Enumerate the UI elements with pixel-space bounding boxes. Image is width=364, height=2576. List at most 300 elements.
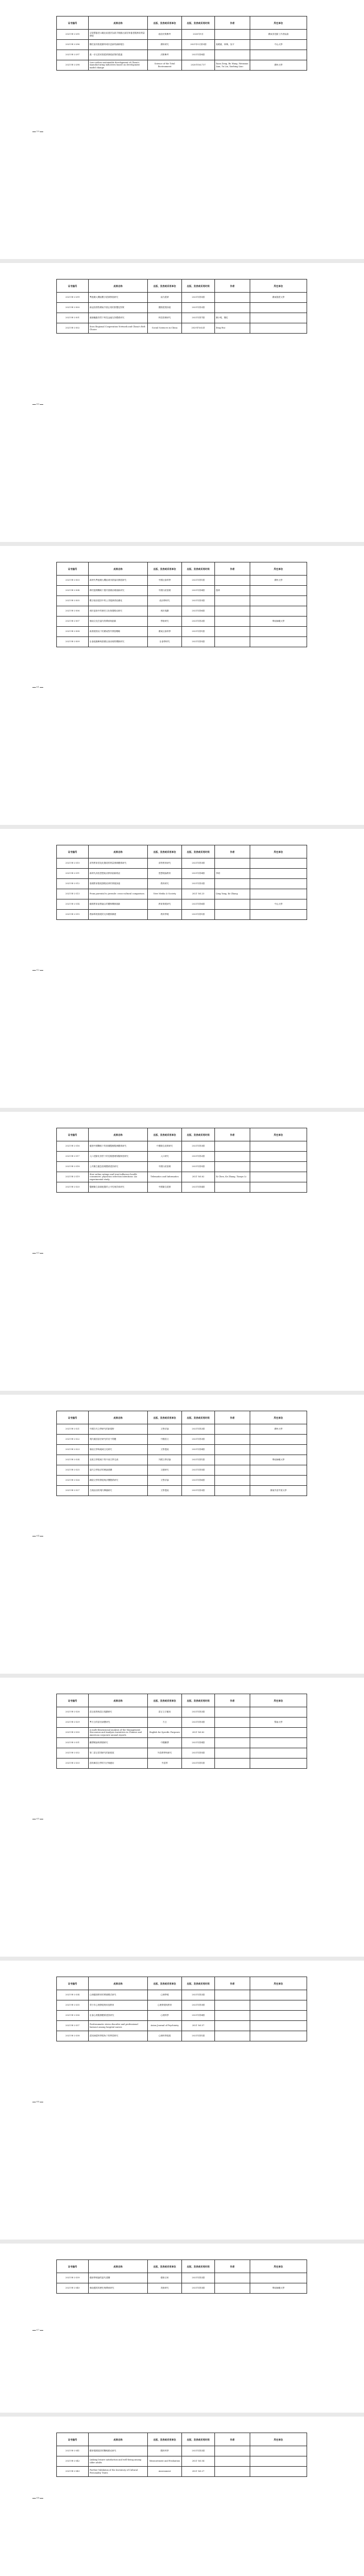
cell-title: 進一步完善民營經濟發展政策的建議 [89,50,148,60]
cell-author: 張偉 [215,586,250,596]
table-row [57,889,307,899]
page-number [32,1817,44,1820]
cell-date: 2021年第5期 [182,293,215,303]
cell-cert-id: 2021-B-2-338 [57,2031,89,2041]
cell-date: 2021年第4期 [182,1738,215,1748]
cell-date: 2021年第1期 [182,627,215,637]
cell-author [215,303,250,313]
cell-unit [250,303,307,313]
column-header-unit: 所在单位 [250,2260,307,2273]
column-header-author: 作者 [215,1128,250,1141]
table-header-row [57,1128,307,1141]
cell-date: 2021年第1期 [182,1759,215,1769]
cell-date: 2021年第5期 [182,637,215,647]
cell-author [215,1486,250,1496]
cell-cert-id: 2021-B-2-311 [57,869,89,879]
cell-publisher: 教育研究 [148,879,182,889]
cell-cert-id: 2021-B-2-309 [57,637,89,647]
cell-publisher: 教育學報 [148,910,182,920]
table-row [57,1445,307,1455]
column-header-date: 出版、发表或采用时间 [182,1977,215,1990]
table-row [57,586,307,596]
column-header-cert-id: 证书编号 [57,845,89,858]
cell-unit: 廣東財經大學 [250,293,307,303]
cell-publisher: 中國行政管理 [148,1162,182,1172]
cell-cert-id: 2021-B-2-299 [57,293,89,303]
cell-title: 社會組織參與基層社會治理的機制研究 [89,637,148,647]
cell-author [215,2283,250,2294]
table-row [57,1182,307,1193]
cell-publisher: Social Sciences in China [148,323,182,334]
cell-publisher: 美術研究 [148,2283,182,2294]
cell-cert-id: 2021-B-2-333 [57,1759,89,1769]
column-header-author: 作者 [215,2260,250,2273]
cell-publisher: English for Specific Purposes [148,1728,182,1738]
page-number-dash [40,404,43,405]
table-row [57,2011,307,2021]
cell-date: 2021年第2期 [182,1990,215,2000]
page-number [32,130,44,133]
cell-author: Xuan Zeng, Bo Wang, Wenxuan Lian, Yu Liu, Xuebing Liao [215,60,250,71]
column-header-date: 出版、发表或采用时间 [182,1694,215,1707]
table-row [57,293,307,303]
cell-cert-id: 2021-B-2-340 [57,2283,89,2294]
cell-title: 青少年心理發展與家庭教育 [89,2000,148,2011]
table-row [57,637,307,647]
cell-date: 2021年第3期 [182,596,215,606]
page-number-value: 63 [36,1251,40,1254]
table-row [57,2000,307,2011]
award-table [56,562,307,647]
cell-publisher: 國際經貿探索 [148,303,182,313]
cell-cert-id: 2021-B-2-305 [57,596,89,606]
cell-cert-id: 2021-B-2-330 [57,1728,89,1738]
column-header-unit: 所在单位 [250,1977,307,1990]
cell-author [215,910,250,920]
table-row [57,50,307,60]
cell-title: 基礎教育階段課程改革的實踐探索 [89,879,148,889]
cell-date: 2021年第7期 [182,313,215,323]
cell-author [215,576,250,586]
cell-date: 2021年第4期 [182,586,215,596]
cell-title: Further Validation of the Inventory of Cultural Personality Traits [89,2467,148,2477]
cell-date: 2021年第3期 [182,2000,215,2011]
column-header-publisher: 出版、发表或采用单位 [148,2260,182,2273]
table-row [57,313,307,323]
cell-date: 2021年第3期 [182,1435,215,1445]
column-header-cert-id: 证书编号 [57,1694,89,1707]
cell-unit [250,1707,307,1718]
page-number-dash [32,1253,36,1254]
table-row [57,858,307,869]
document-page [0,2244,364,2413]
cell-date: 2021 Vol.23 [182,889,215,899]
cell-publisher: 思想理論教育 [148,869,182,879]
column-header-title: 成果名称 [89,17,148,30]
page-number-dash [40,687,43,688]
cell-title: 健康中國戰略下的基層醫療服務體系研究 [89,1141,148,1152]
cell-unit: 中山大學 [250,40,307,50]
table-row [57,1990,307,2000]
document-page [0,1395,364,1674]
cell-publisher: 廣東社會科學 [148,627,182,637]
table-row [57,1465,307,1476]
cell-author [215,637,250,647]
cell-publisher: 文學遺產 [148,1486,182,1496]
cell-title: Does Regional Cooperation Network and China's Belt Choice [89,323,148,334]
cell-cert-id: 2021-B-2-300 [57,303,89,313]
cell-cert-id: 2021-B-2-329 [57,1718,89,1728]
cell-cert-id: 2021-B-2-332 [57,1748,89,1759]
cell-cert-id: 2021-B-2-297 [57,50,89,60]
cell-date: 2021年第2期 [182,1152,215,1162]
cell-title: 職業教育產教融合的體制機制創新 [89,899,148,910]
table-row [57,2021,307,2031]
column-header-title: 成果名称 [89,562,148,576]
page-number [32,1534,44,1537]
cell-author: Ding Hui [215,323,250,334]
award-table [56,2433,307,2477]
cell-date: 2021年第2期 [182,879,215,889]
table-row [57,1759,307,1769]
cell-unit [250,1759,307,1769]
cell-unit [250,627,307,637]
cell-publisher: 文藝研究 [148,1465,182,1476]
column-header-publisher: 出版、发表或采用单位 [148,2433,182,2446]
cell-date: 2021年第4期 [182,1445,215,1455]
cell-cert-id: 2021-B-2-306 [57,606,89,617]
column-header-publisher: 出版、发表或采用单位 [148,1694,182,1707]
table-row [57,627,307,637]
cell-date: 2020年Vol.737 [182,60,215,71]
cell-date: 2021年第1期 [182,2031,215,2041]
cell-title: 城市更新中的歷史文化保護路徑研究 [89,606,148,617]
cell-date: 2021年第6期 [182,606,215,617]
cell-unit [250,2000,307,2011]
award-table [56,279,307,334]
table-header-row [57,1977,307,1990]
cell-publisher: Science of the Total Environment [148,60,182,71]
cell-author [215,1152,250,1162]
cell-unit [250,50,307,60]
table-row [57,1435,307,1445]
cell-title: A multi-dimensional analysis of the Management Discussion and Analysis narratives in Chinese and American corporate annual reports [89,1728,148,1738]
column-header-title: 成果名称 [89,1128,148,1141]
cell-title: 高等教育普及化階段的質量保障體系研究 [89,858,148,869]
cell-unit [250,1728,307,1738]
cell-unit [250,1990,307,2000]
cell-unit [250,2446,307,2456]
column-header-title: 成果名称 [89,2433,148,2446]
table-header-row [57,562,307,576]
cell-author [215,1707,250,1718]
page-number-dash [40,2498,43,2499]
page-number [32,402,44,405]
page-number-value: 65 [36,1817,40,1820]
column-header-date: 出版、发表或采用时间 [182,2433,215,2446]
page-number-dash [32,404,36,405]
page-number-value: 62 [36,968,40,971]
table-row [57,303,307,313]
cell-unit: 廣州大學 [250,60,307,71]
cell-publisher: Assessment [148,2467,182,2477]
cell-publisher: 中國行政管理 [148,586,182,596]
cell-unit [250,1476,307,1486]
cell-publisher: 心理科學進展 [148,2031,182,2041]
cell-title: 鄉村振興戰略下農村基層治理創新研究 [89,586,148,596]
cell-author [215,293,250,303]
cell-author [215,1424,250,1435]
award-table [56,2259,307,2294]
cell-cert-id: 2021-B-2-319 [57,1172,89,1182]
cell-publisher: 心理發展與教育 [148,2000,182,2011]
table-row [57,1455,307,1465]
cell-date: 2021年第3期 [182,1718,215,1728]
cell-publisher: 人口研究 [148,1152,182,1162]
table-header-row [57,1411,307,1424]
cell-author [215,627,250,637]
cell-date: 2021年第3期 [182,858,215,869]
page-number [32,2100,44,2103]
cell-publisher: 語言文字應用 [148,1707,182,1718]
column-header-author: 作者 [215,845,250,858]
table-header-row [57,845,307,858]
cell-date: 2021年第1期 [182,576,215,586]
cell-publisher: 政治學研究 [148,596,182,606]
cell-date: 2021年第2期 [182,2446,215,2456]
table-row [57,1424,307,1435]
cell-title: 嶺南畫派的歷史與傳承研究 [89,2283,148,2294]
table-row [57,1728,307,1738]
cell-unit: 廣州大學 [250,576,307,586]
cell-unit [250,1141,307,1152]
cell-unit [250,2021,307,2031]
cell-title: 語言政策與語言規劃研究 [89,1707,148,1718]
column-header-date: 出版、发表或采用时间 [182,17,215,30]
table-row [57,1748,307,1759]
cell-author [215,1445,250,1455]
cell-publisher: 城市規劃 [148,606,182,617]
cell-author [215,1728,250,1738]
cell-author: Xi Chen, Ke Zhang, Tianyu Li [215,1172,250,1182]
cell-author [215,1738,250,1748]
cell-publisher: 文學評論 [148,1476,182,1486]
cell-cert-id: 2021-B-2-314 [57,899,89,910]
cell-unit [250,879,307,889]
table-row [57,1718,307,1728]
cell-title: 人口老齡化背景下的長期護理保險制度研究 [89,1152,148,1162]
table-header-row [57,17,307,30]
cell-date: 2021 Vol.62 [182,1172,215,1182]
table-row [57,910,307,920]
cell-author: 劉小明，陳紅 [215,313,250,323]
cell-unit [250,2456,307,2467]
page-number [32,685,44,688]
award-table [56,1977,307,2041]
column-header-title: 成果名称 [89,280,148,293]
column-header-cert-id: 证书编号 [57,1411,89,1424]
cell-publisher: New Media & Society [148,889,182,899]
column-header-date: 出版、发表或采用时间 [182,1411,215,1424]
cell-author [215,1990,250,2000]
cell-author [215,1718,250,1728]
cell-date: 2021年第5期 [182,1465,215,1476]
cell-title: 新冠疫情對廣東外貿企業的影響及對策 [89,303,148,313]
cell-author [215,1435,250,1445]
cell-cert-id: 2021-B-2-298 [57,60,89,71]
column-header-title: 成果名称 [89,1977,148,1990]
column-header-author: 作者 [215,1694,250,1707]
cell-date: 2021年第1期 [182,910,215,920]
table-row [57,323,307,334]
award-table [56,16,307,71]
cell-publisher: 體育科學 [148,2446,182,2456]
cell-publisher: 決策參考 [148,50,182,60]
cell-title: Linking leisure satisfaction and well-being among older adults [89,2456,148,2467]
cell-title: Low-carbon sustainable development of China's manufacturing industries based on development model change [89,60,148,71]
table-row [57,1738,307,1748]
cell-publisher: 南方經濟 [148,293,182,303]
cell-cert-id: 2021-B-2-336 [57,2011,89,2021]
cell-title: 翻譯理論與實踐研究 [89,1738,148,1748]
cell-cert-id: 2021-B-2-304 [57,586,89,596]
cell-date: 2021年第2期 [182,2273,215,2283]
award-table [56,1128,307,1193]
cell-title: 現代漢語語法研究的若干問題 [89,1435,148,1445]
cell-date: 2021 Vol.57 [182,2021,215,2031]
column-header-title: 成果名称 [89,1694,148,1707]
cell-author [215,2031,250,2041]
column-header-cert-id: 证书编号 [57,1128,89,1141]
page-number-dash [32,970,36,971]
document-page [0,829,364,1108]
cell-publisher: 教育發展研究 [148,899,182,910]
cell-cert-id: 2021-B-2-339 [57,2273,89,2283]
table-row [57,617,307,627]
column-header-publisher: 出版、发表或采用单位 [148,17,182,30]
page-number [32,968,44,971]
page-number-value: 66 [36,2100,40,2103]
column-header-unit: 所在单位 [250,1128,307,1141]
cell-cert-id: 2021-B-2-331 [57,1738,89,1748]
column-header-date: 出版、发表或采用时间 [182,562,215,576]
table-header-row [57,2433,307,2446]
cell-date: 2021 Vol.62 [182,1728,215,1738]
cell-cert-id: 2021-B-2-327 [57,1486,89,1496]
cell-date: 2021年第8期 [182,50,215,60]
cell-title: 關於加快推進廣州城市更新的調研報告 [89,40,148,50]
cell-publisher: 外語界 [148,1759,182,1769]
award-table [56,845,307,920]
cell-cert-id: 2021-B-2-301 [57,313,89,323]
table-row [57,30,307,40]
cell-publisher: 社會學研究 [148,637,182,647]
table-row [57,1152,307,1162]
document-page [0,546,364,825]
cell-author [215,1476,250,1486]
cell-date: 2021年第4期 [182,869,215,879]
page-number-dash [40,970,43,971]
column-header-cert-id: 证书编号 [57,17,89,30]
cell-title: 當代文學批評的理論建構 [89,1465,148,1476]
page-number-value: 67 [36,2328,40,2331]
cell-unit: 廣州大學 [250,1424,307,1435]
table-row [57,899,307,910]
column-header-author: 作者 [215,2433,250,2446]
cell-author: 李明 [215,869,250,879]
cell-publisher: Asian Journal of Psychiatry [148,2021,182,2031]
cell-publisher: Measurement and Evaluation [148,2456,182,2467]
cell-publisher: 科技管理研究 [148,313,182,323]
page-number-value: 64 [36,1534,40,1537]
cell-unit: 華南師範大學 [250,2283,307,2294]
document-page [0,1678,364,1957]
cell-author: Qing Yang, Ke Zhang [215,889,250,899]
cell-unit [250,606,307,617]
cell-cert-id: 2021-B-2-318 [57,1162,89,1172]
table-header-row [57,280,307,293]
cell-publisher: 心理科學 [148,2011,182,2021]
cell-date: 2021年第4期 [182,2011,215,2021]
award-table [56,1694,307,1769]
page-number [32,1251,44,1254]
cell-cert-id: 2021-B-2-321 [57,1424,89,1435]
table-row [57,1141,307,1152]
column-header-unit: 所在单位 [250,1411,307,1424]
cell-cert-id: 2021-B-2-308 [57,627,89,637]
cell-unit [250,1162,307,1172]
cell-title: 新發展格局下的廣東對外開放戰略 [89,627,148,637]
column-header-publisher: 出版、发表或采用单位 [148,562,182,576]
cell-unit [250,323,307,334]
cell-cert-id: 2021-B-2-341 [57,2446,89,2456]
page-number [32,2328,44,2331]
cell-cert-id: 2021-B-2-295 [57,30,89,40]
table-row [57,596,307,606]
cell-date: 2021年第5期 [182,1162,215,1172]
cell-title: 認知神經科學視角下的學習研究 [89,2031,148,2041]
cell-unit [250,637,307,647]
cell-author [215,1162,250,1172]
column-header-publisher: 出版、发表或采用单位 [148,1977,182,1990]
cell-title: 粵方言的語音演變研究 [89,1718,148,1728]
cell-date: 2021年第6期 [182,899,215,910]
cell-unit [250,586,307,596]
cell-unit [250,1172,307,1182]
cell-author [215,1465,250,1476]
document-page [0,2417,364,2576]
table-header-row [57,2260,307,2273]
cell-date: 2021年第1期 [182,1455,215,1465]
cell-publisher: 高等教育研究 [148,858,182,869]
cell-cert-id: 2021-B-2-334 [57,1990,89,2000]
cell-cert-id: 2021-B-2-324 [57,1455,89,1465]
cell-cert-id: 2021-B-2-323 [57,1445,89,1455]
cell-cert-id: 2021-B-2-343 [57,2467,89,2477]
cell-author [215,617,250,627]
cell-publisher: 藝術百家 [148,2273,182,2283]
cell-author [215,1455,250,1465]
page-number-dash [32,2498,36,2499]
cell-publisher: 文學評論 [148,1424,182,1435]
column-header-date: 出版、发表或采用时间 [182,2260,215,2273]
cell-title: 嶺南文化在當代的傳承與創新 [89,617,148,627]
cell-author [215,2273,250,2283]
cell-title: 網絡文學的發展與評價體系研究 [89,1476,148,1486]
cell-publisher: 外語教學與研究 [148,1748,182,1759]
cell-unit [250,1152,307,1162]
cell-publisher: 政府決策參考 [148,30,182,40]
